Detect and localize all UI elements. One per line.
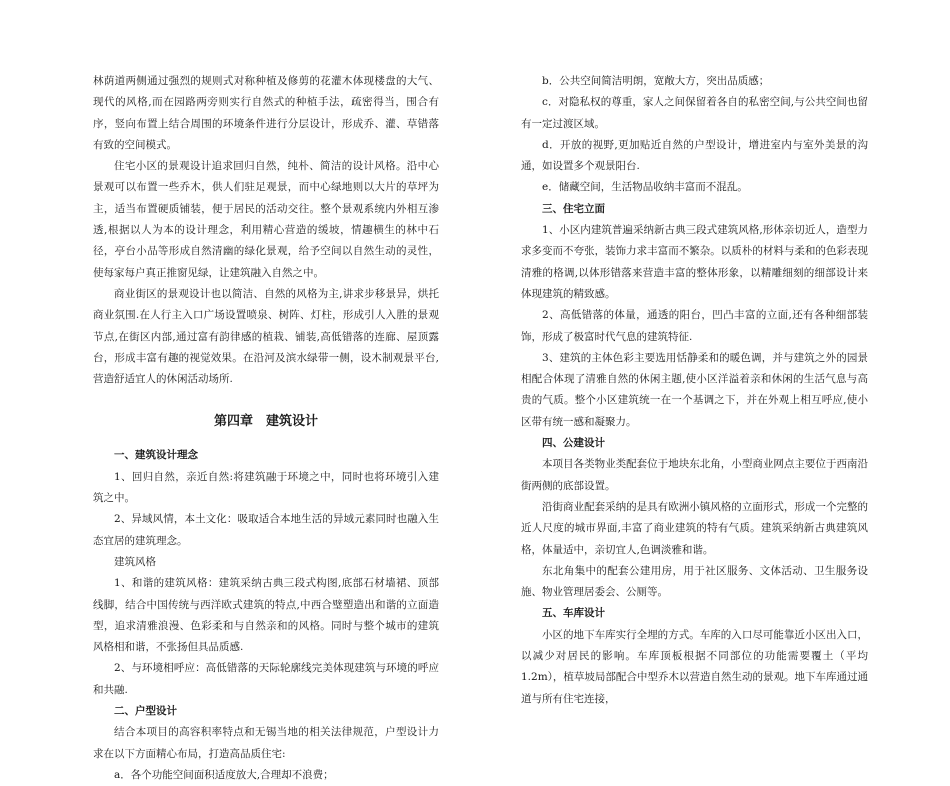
left-column: [93, 71, 439, 786]
paragraph-concept-2: 2、异域风情，本土文化：吸取适合本地生活的异域元素同时也融入生态宜居的建筑理念。: [93, 513, 439, 547]
paragraph-facade-2: 2、高低错落的体量，通透的阳台，凹凸丰富的立面,还有各种细部装饰，形成了极富时代气息的建筑特征.: [521, 309, 868, 343]
right-column: [521, 71, 868, 710]
list-item-unit-d: d．开放的视野,更加贴近自然的户型设计，增进室内与室外美景的沟通，如设置多个观景阳台.: [521, 138, 868, 173]
paragraph-facade-3: 3、建筑的主体色彩主要选用恬静柔和的暖色调，并与建筑之外的园景相配合体现了清雅自然的休闲主题,使小区洋溢着亲和休闲的生活气息与高贵的气质。整个小区建筑统一在一个基调之下，并在外观上相互呼应,使小区带有统一感和凝聚力。: [521, 351, 868, 428]
paragraph-concept-1: 1、回归自然，亲近自然:将建筑融于环境之中，同时也将环境引入建筑之中。: [93, 470, 439, 505]
paragraph-intro: 林荫道两侧通过强烈的规则式对称种植及修剪的花灌木体现楼盘的大气、现代的风格,而在园路两旁则实行自然式的种植手法，疏密得当，围合有序，竖向布置上结合周围的环境条件进行分层设计，形成乔、灌、草错落有致的空间模式。: [93, 75, 439, 151]
section-heading-design-concept: 一、建筑设计理念: [114, 449, 198, 462]
section-heading-facade: 三、住宅立面: [542, 202, 605, 215]
subheading-building-style: 建筑风格: [114, 555, 156, 568]
section-heading-garage: 五、车库设计: [542, 607, 605, 620]
section-heading-unit-design: 二、户型设计: [114, 705, 177, 718]
spacer: [93, 390, 439, 400]
paragraph-public-1: 本项目各类物业类配套位于地块东北角，小型商业网点主要位于西南沿街两侧的底部设置。: [521, 458, 868, 492]
paragraph-residential-landscape: 住宅小区的景观设计追求回归自然，纯朴、简洁的设计风格。沿中心景观可以布置一些乔木，供人们驻足观景，而中心绿地则以大片的草坪为主，适当布置硬质铺装，便于居民的活动交往。整个景观系统内外相互渗透,根据以人为本的设计理念，利用精心营造的缓坡，情趣横生的林中石径，亭台小品等形成自然清幽的绿化景观，给予空间以自然生动的灵性，使每家每户真正推窗见绿，让建筑融入自然之中。: [93, 160, 439, 279]
chapter-title: 第四章 建筑设计: [213, 414, 318, 430]
paragraph-commercial-landscape: 商业街区的景观设计也以简洁、自然的风格为主,讲求步移景异，烘托商业氛围.在人行主入口广场设置喷泉、树阵、灯柱，形成引人入胜的景观节点,在街区内部,通过富有韵律感的植栽、铺装,高低错落的连廊、屋顶露台，形成丰富有趣的视觉效果。在沿河及滨水绿带一侧，设木制观景平台,营造舒适宜人的休闲活动场所.: [93, 287, 439, 386]
list-item-unit-a: a．各个功能空间面积适度放大,合理却不浪费；: [114, 768, 334, 781]
list-item-unit-b: b．公共空间简洁明朗，宽敞大方，突出品质感；: [542, 75, 770, 87]
paragraph-unit-design: 结合本项目的高容积率特点和无锡当地的相关法律规范，户型设计力求在以下方面精心布局，打造高品质住宅:: [93, 726, 439, 760]
paragraph-style-1: 1、和谐的建筑风格：建筑采纳古典三段式构图,底部石材墙裙、顶部线脚，结合中国传统与西洋欧式建筑的特点,中西合璧塑造出和谐的立面造型，追求清雅浪漫、色彩柔和与自然亲和的风格。同时与整个城市的建筑风格相和谐，不张扬但具品质感.: [93, 577, 439, 654]
list-item-unit-e: e．储藏空间，生活物品收纳丰富而不混乱。: [542, 181, 748, 194]
list-item-unit-c: c．对隐私权的尊重，家人之间保留着各自的私密空间,与公共空间也留有一定过渡区域。: [521, 96, 868, 130]
section-heading-public-buildings: 四、公建设计: [542, 437, 605, 450]
paragraph-public-3: 东北角集中的配套公建用房，用于社区服务、文体活动、卫生服务设施、物业管理居委会、公厕等。: [521, 564, 868, 599]
paragraph-facade-1: 1、小区内建筑普遍采纳新古典三段式建筑风格,形体亲切近人，造型力求多变而不夸张，装饰力求丰富而不繁杂。以质朴的材料与柔和的色彩表现清雅的格调,以体形错落来营造丰富的整体形象，以精雕细刻的细部设计来体现建筑的精致感。: [521, 224, 868, 300]
paragraph-public-2: 沿街商业配套采纳的是具有欧洲小镇风格的立面形式，形成一个完整的近人尺度的城市界面,丰富了商业建筑的特有气质。建筑采纳新古典建筑风格，体量适中，亲切宜人,色调淡雅和谐。: [521, 500, 868, 556]
paragraph-style-2: 2、与环境相呼应：高低错落的天际轮廓线完美体现建筑与环境的呼应和共融.: [93, 662, 439, 696]
paragraph-garage: 小区的地下车库实行全埋的方式。车库的入口尽可能靠近小区出入口，以减少对居民的影响。车库顶板根据不同部位的功能需要覆土（平均 1.2m），植草坡局部配合中型乔木以营造自然生动的景观。地下车库通过通道与所有住宅连接，: [521, 628, 868, 705]
